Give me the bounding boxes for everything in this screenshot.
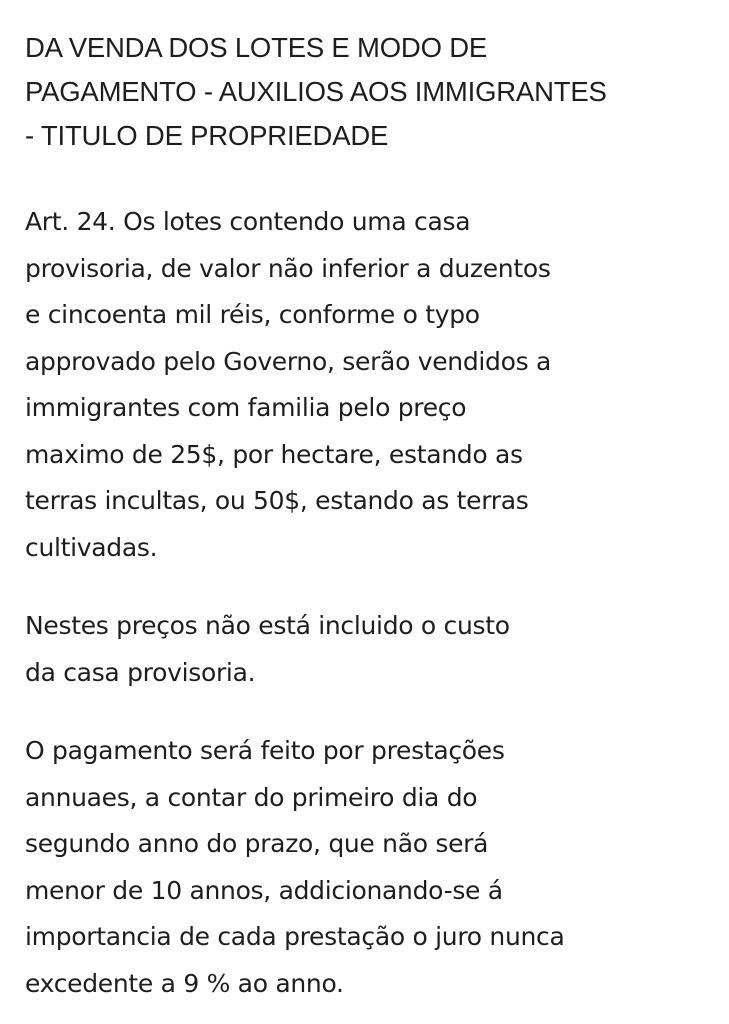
- paragraph-payment-terms: O pagamento será feito por prestações annuaes, a contar do primeiro dia do segundo anno do prazo, que não será menor de 10 annos, addicionando-se á importancia de cada prestação o juro nunca excedente a 9 % ao anno.: [25, 736, 565, 998]
- section-title: DA VENDA DOS LOTES E MODO DE PAGAMENTO - AUXILIOS AOS IMMIGRANTES - TITULO DE PROPRIEDADE: [25, 32, 607, 151]
- paragraph-prices-note: Nestes preços não está incluido o custo da casa provisoria.: [25, 611, 510, 687]
- paragraph-art-24: Art. 24. Os lotes contendo uma casa provisoria, de valor não inferior a duzentos e cincoenta mil réis, conforme o typo approvado pelo Governo, serão vendidos a immigrantes com familia pelo preço maximo de 25$, por hectare, estando as terras incultas, ou 50$, estando as terras cultivadas.: [25, 207, 552, 562]
